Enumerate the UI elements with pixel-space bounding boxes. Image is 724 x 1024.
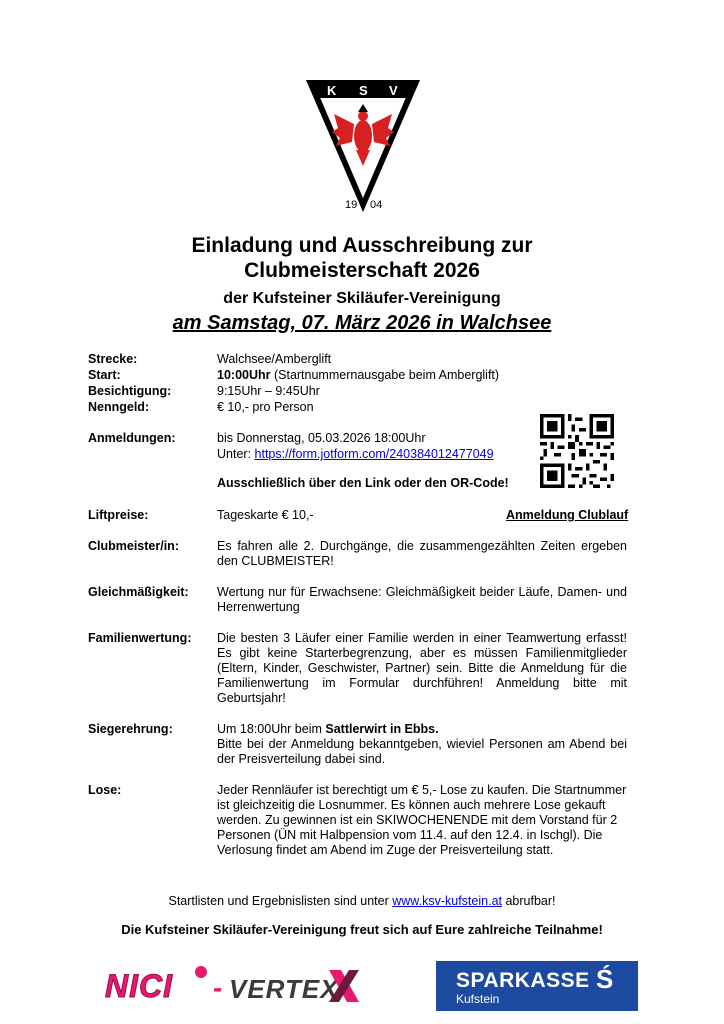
strecke-value: Walchsee/Amberglift bbox=[217, 352, 332, 366]
anmeldungen-deadline: bis Donnerstag, 05.03.2026 18:00Uhr bbox=[217, 431, 426, 445]
familienwertung-value: Die besten 3 Läufer einer Familie werden in einer Teamwertung erfasst! Es gibt keine Starterbegrenzung, aber es müssen Familienmitglieder (Eltern, Kinder, Geschwister, Partner) sein. Bitte die Anmeldung für die Familienwertung im Formular durchführen! Anmeldung bitte mit Geburtsjahr! bbox=[217, 631, 627, 705]
qr-code-icon[interactable] bbox=[540, 414, 614, 488]
clublauf-registration-link[interactable]: Anmeldung Clublauf bbox=[506, 508, 629, 522]
start-note: (Startnummernausgabe beim Amberglift) bbox=[270, 368, 500, 382]
svg-text:04: 04 bbox=[370, 199, 383, 211]
strecke-label: Strecke: bbox=[88, 352, 138, 366]
clubmeister-value: Es fahren alle 2. Durchgänge, die zusammengezählten Zeiten ergeben den CLUBMEISTER! bbox=[217, 539, 627, 568]
liftpreise-value: Tageskarte € 10,- bbox=[217, 508, 314, 522]
siegerehrung-venue: Sattlerwirt in Ebbs. bbox=[325, 722, 439, 736]
vertex-logo-text: VERTEX bbox=[229, 974, 339, 1004]
nici-logo-text: NICI bbox=[105, 968, 173, 1004]
clubmeister-label: Clubmeister/in: bbox=[88, 539, 179, 553]
start-time: 10:00Uhr bbox=[217, 368, 271, 382]
title-date-location: am Samstag, 07. März 2026 in Walchsee bbox=[172, 312, 552, 334]
siegerehrung-value bbox=[217, 722, 627, 767]
siegerehrung-prefix: Um 18:00Uhr beim bbox=[217, 722, 326, 736]
anmeldungen-link-line bbox=[217, 447, 494, 462]
siegerehrung-note: Bitte bei der Anmeldung bekanntgeben, wieviel Personen am Abend bei der Preisverteilung dabei sind. bbox=[217, 737, 627, 766]
start-value bbox=[217, 368, 499, 383]
anmeldungen-label: Anmeldungen: bbox=[88, 431, 176, 445]
results-line bbox=[0, 894, 724, 908]
liftpreise-label: Liftpreise: bbox=[88, 508, 149, 522]
gleichmaessigkeit-value: Wertung nur für Erwachsene: Gleichmäßigkeit beider Läufe, Damen- und Herrenwertung bbox=[217, 585, 627, 614]
registration-link[interactable]: https://form.jotform.com/240384012477049 bbox=[254, 447, 494, 461]
ksv-logo bbox=[304, 66, 422, 214]
sparkasse-location: Kufstein bbox=[456, 992, 500, 1006]
title-line-3: der Kufsteiner Skiläufer-Vereinigung bbox=[223, 290, 501, 307]
nenngeld-value: € 10,- pro Person bbox=[217, 400, 314, 414]
start-label: Start: bbox=[88, 368, 121, 382]
svg-text:19: 19 bbox=[345, 199, 358, 211]
besichtigung-value: 9:15Uhr – 9:45Uhr bbox=[217, 384, 320, 398]
title-line-1: Einladung und Ausschreibung zur bbox=[191, 234, 533, 257]
siegerehrung-label: Siegerehrung: bbox=[88, 722, 173, 736]
anmeldungen-note: Ausschließlich über den Link oder den OR-Code! bbox=[217, 476, 509, 490]
vertex-x-icon bbox=[327, 968, 361, 1004]
familienwertung-label: Familienwertung: bbox=[88, 631, 192, 645]
logo-letter-v: V bbox=[389, 83, 398, 98]
sponsor-dash: - bbox=[213, 972, 223, 1003]
closing-line: Die Kufsteiner Skiläufer-Vereinigung freut sich auf Eure zahlreiche Teilnahme! bbox=[121, 922, 603, 937]
sparkasse-logo bbox=[436, 961, 638, 1011]
results-prefix: Startlisten und Ergebnislisten sind unter bbox=[168, 894, 393, 908]
gleichmaessigkeit-label: Gleichmäßigkeit: bbox=[88, 585, 189, 599]
title-line-2: Clubmeisterschaft 2026 bbox=[244, 259, 480, 282]
logo-letter-k: K bbox=[327, 83, 337, 98]
anmeldungen-prefix: Unter: bbox=[217, 447, 255, 461]
nenngeld-label: Nenngeld: bbox=[88, 400, 150, 414]
nici-vertex-logo bbox=[103, 966, 365, 1006]
star-icon bbox=[195, 966, 207, 978]
results-suffix: abrufbar! bbox=[502, 894, 556, 908]
sparkasse-logo-text: SPARKASSE bbox=[456, 969, 590, 992]
sparkasse-s-icon: Ś bbox=[596, 964, 614, 994]
besichtigung-label: Besichtigung: bbox=[88, 384, 172, 398]
lose-label: Lose: bbox=[88, 783, 122, 797]
lose-value: Jeder Rennläufer ist berechtigt um € 5,- Lose zu kaufen. Die Startnummer ist gleichzeitig die Losnummer. Es können auch mehrere Lose gekauft werden. Zu gewinnen ist ein SKIWOCHENENDE mit dem Vorstand für 2 Personen (ÜN mit Halbpension vom 11.4. auf den 12.4. in Ischgl). Die Verlosung findet am Abend im Zuge der Preisverteilung statt. bbox=[217, 783, 627, 857]
logo-letter-s: S bbox=[359, 83, 368, 98]
results-link[interactable]: www.ksv-kufstein.at bbox=[392, 894, 502, 908]
